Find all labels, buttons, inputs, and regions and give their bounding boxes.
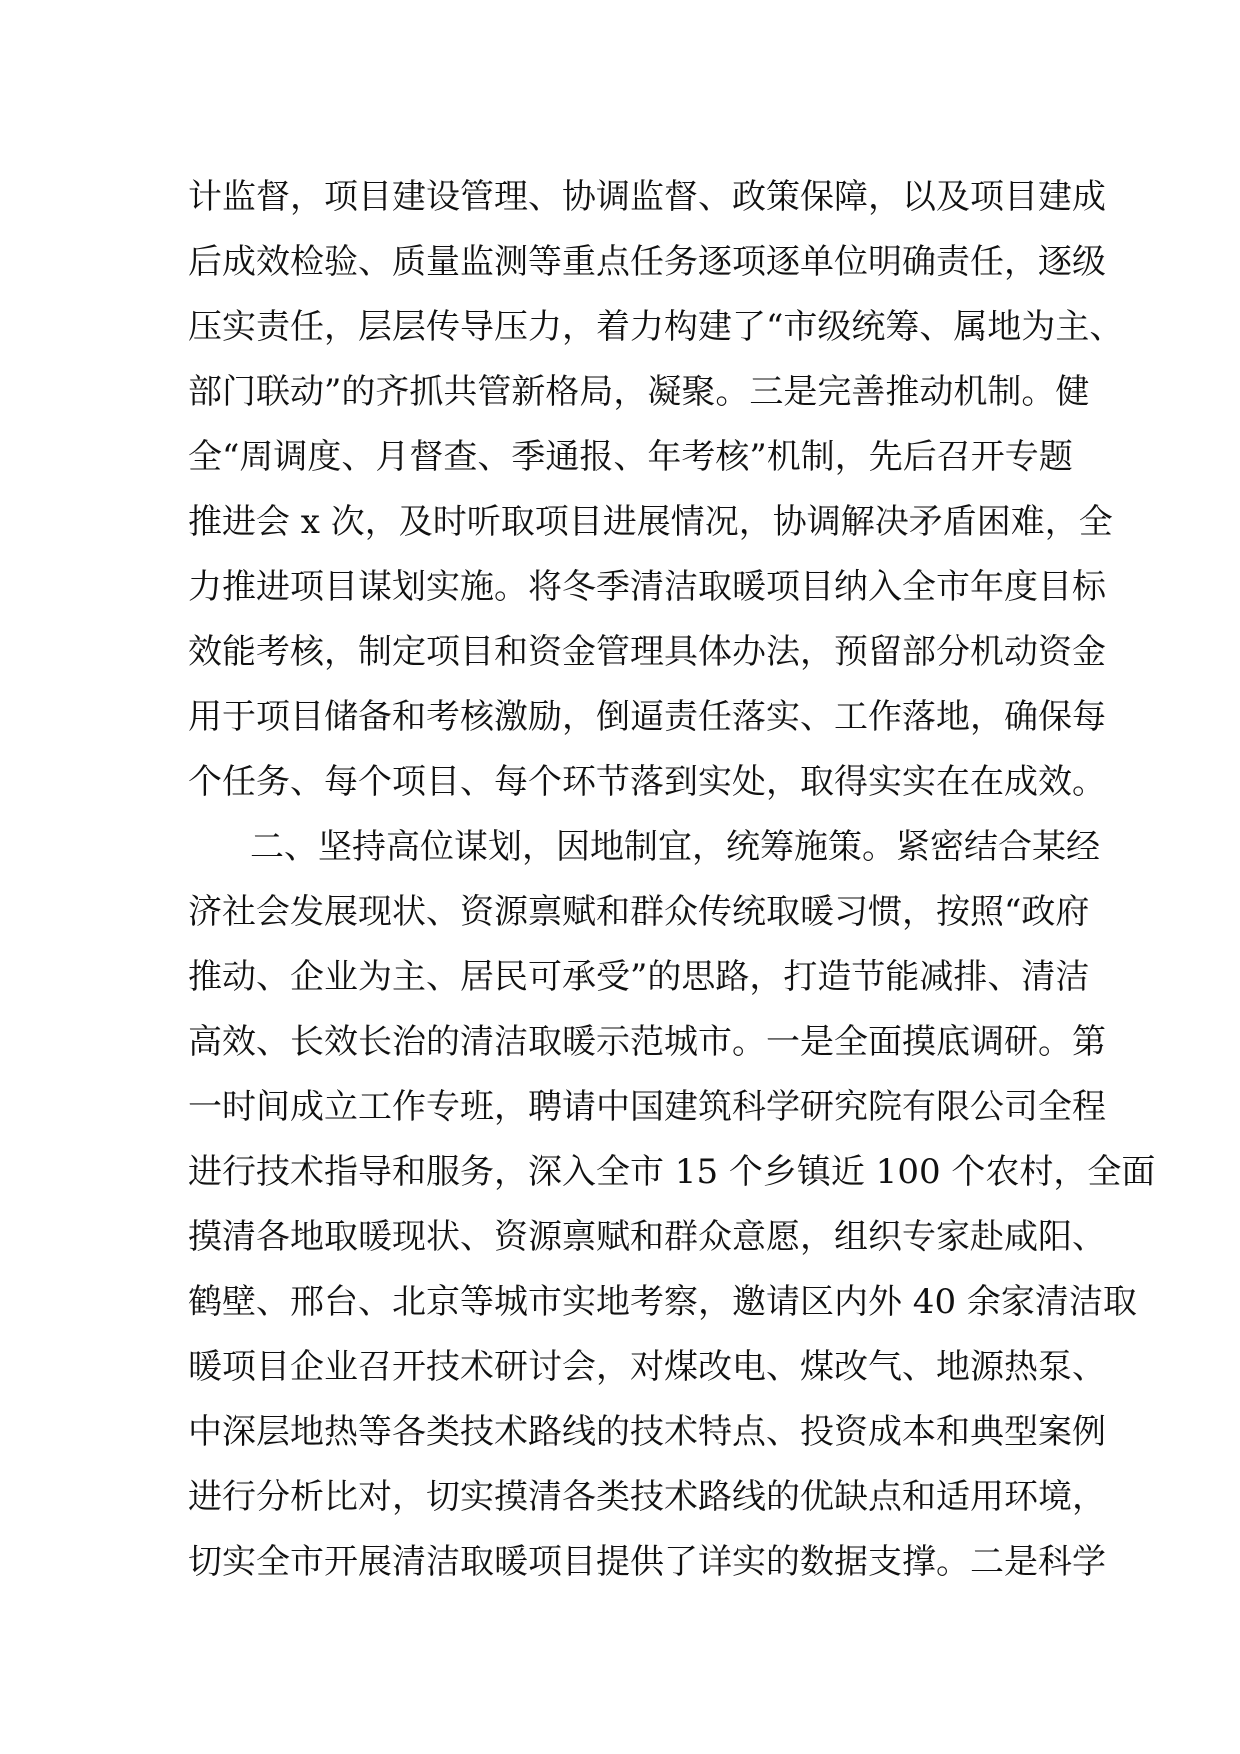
text-line: 进行技术指导和服务，深入全市 15 个乡镇近 100 个农村，全面 [188,1152,1156,1192]
text-line: 个任务、每个项目、每个环节落到实处，取得实实在在成效。 [188,762,1106,802]
text-line: 高效、长效长治的清洁取暖示范城市。一是全面摸底调研。第 [188,1022,1106,1062]
text-line: 济社会发展现状、资源禀赋和群众传统取暖习惯，按照“政府 [188,892,1090,932]
text-line: 暖项目企业召开技术研讨会，对煤改电、煤改气、地源热泵、 [188,1347,1106,1387]
text-line: 中深层地热等各类技术路线的技术特点、投资成本和典型案例 [188,1412,1106,1452]
text-line: 计监督，项目建设管理、协调监督、政策保障，以及项目建成 [188,177,1106,217]
text-line: 一时间成立工作专班，聘请中国建筑科学研究院有限公司全程 [188,1087,1106,1127]
section-heading-line: 二、坚持高位谋划，因地制宜，统筹施策。紧密结合某经 [250,827,1100,867]
text-line: 力推进项目谋划实施。将冬季清洁取暖项目纳入全市年度目标 [188,567,1106,607]
text-line: 推进会 x 次，及时听取项目进展情况，协调解决矛盾困难，全 [188,502,1113,542]
text-line: 效能考核，制定项目和资金管理具体办法，预留部分机动资金 [188,632,1106,672]
text-line: 部门联动”的齐抓共管新格局，凝聚。三是完善推动机制。健 [188,372,1090,412]
text-line: 推动、企业为主、居民可承受”的思路，打造节能减排、清洁 [188,957,1090,997]
text-line: 进行分析比对，切实摸清各类技术路线的优缺点和适用环境， [188,1477,1106,1517]
text-line: 切实全市开展清洁取暖项目提供了详实的数据支撑。二是科学 [188,1542,1106,1582]
text-line: 压实责任，层层传导压力，着力构建了“市级统筹、属地为主、 [188,307,1124,347]
text-line: 用于项目储备和考核激励，倒逼责任落实、工作落地，确保每 [188,697,1106,737]
body-text [188,165,1156,1595]
text-line: 全“周调度、月督查、季通报、年考核”机制，先后召开专题 [188,437,1073,477]
text-line: 摸清各地取暖现状、资源禀赋和群众意愿，组织专家赴咸阳、 [188,1217,1106,1257]
text-line: 后成效检验、质量监测等重点任务逐项逐单位明确责任，逐级 [188,242,1106,282]
text-line: 鹤壁、邢台、北京等城市实地考察，邀请区内外 40 余家清洁取 [188,1282,1137,1322]
